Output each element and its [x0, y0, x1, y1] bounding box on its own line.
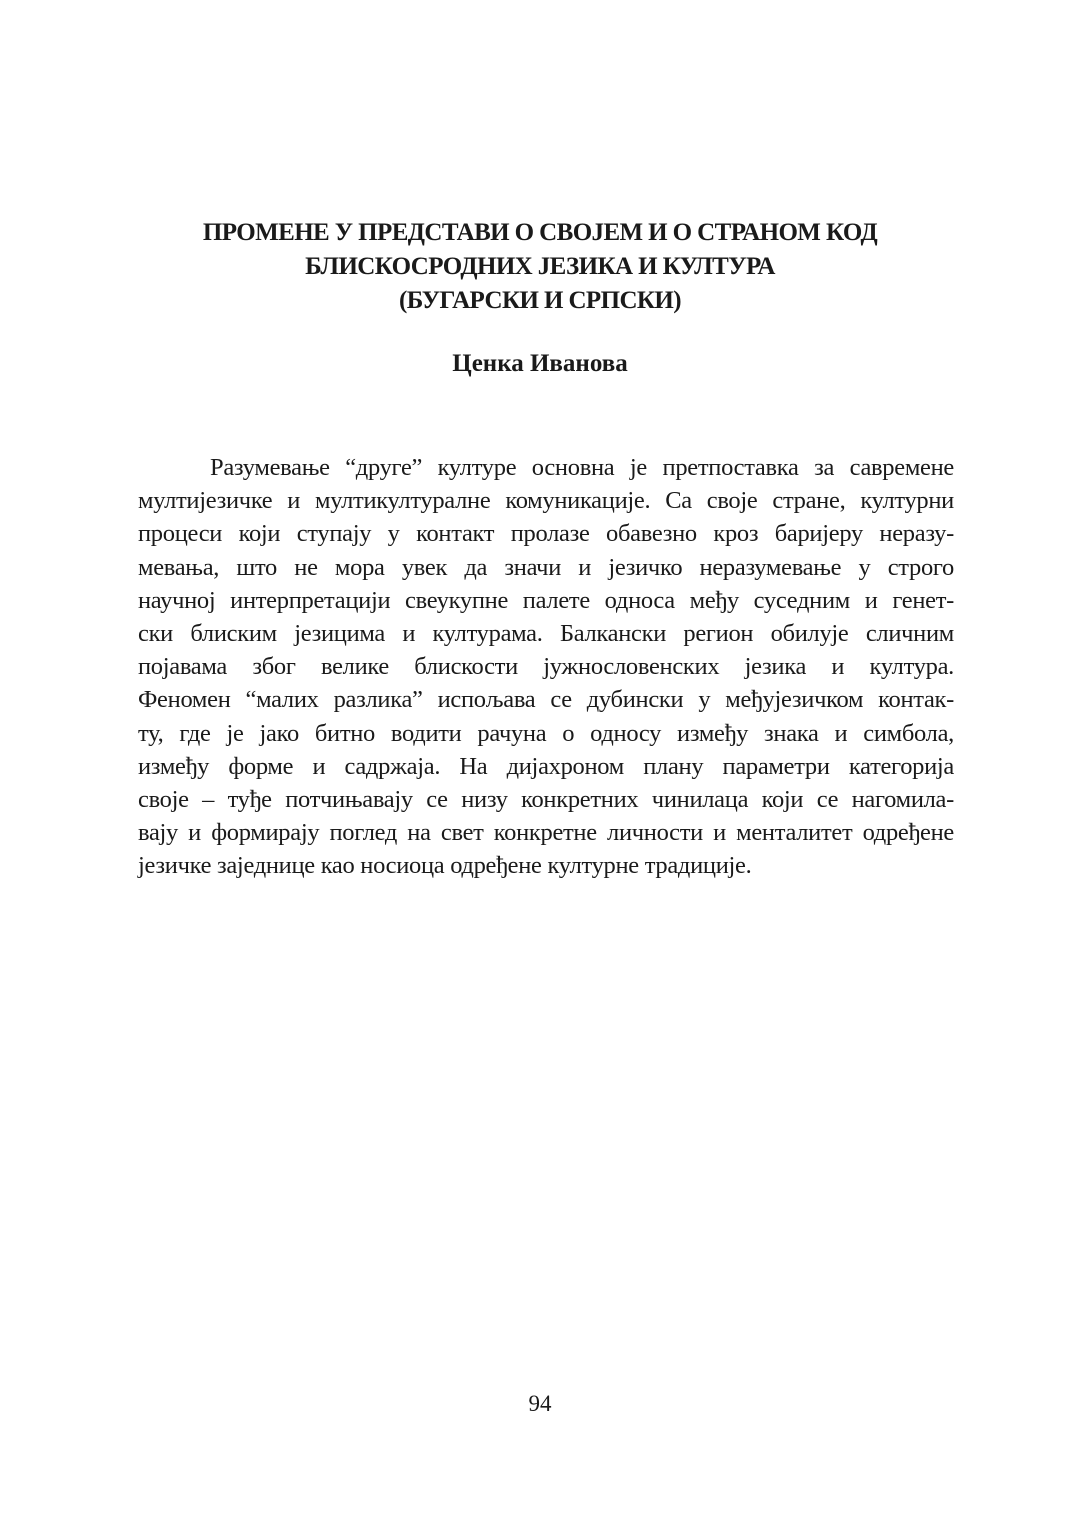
body-line: појавама због велике блискости јужнословенских језика и култура. — [138, 653, 954, 681]
title-line-3: (БУГАРСКИ И СРПСКИ) — [398, 287, 682, 314]
body-line: између форме и садржаја. На дијахроном плану параметри категорија — [138, 752, 954, 780]
article-title — [130, 216, 950, 318]
body-line: процеси који ступају у контакт пролазе обавезно кроз баријеру неразу- — [138, 520, 954, 548]
body-line: ски блиским језицима и културама. Балкански регион обилује сличним — [138, 620, 954, 648]
body-line: мултијезичке и мултикултуралне комуникације. Са своје стране, културни — [138, 487, 954, 515]
title-line-1: ПРОМЕНЕ У ПРЕДСТАВИ О СВОЈЕМ И О СТРАНОМ КОД — [202, 219, 878, 246]
body-line: мевања, што не мора увек да значи и језичко неразумевање у строго — [138, 553, 954, 581]
body-line: језичке заједнице као носиоца одређене културне традиције. — [138, 852, 752, 880]
body-line: научној интерпретацији свеукупне палете односа међу суседним и генет- — [138, 586, 954, 614]
body-line: Феномен “малих разлика” испољава се дубински у међујезичком контак- — [138, 686, 954, 714]
body-paragraph — [138, 451, 954, 883]
body-line: вају и формирају поглед на свет конкретне личности и менталитет одређене — [138, 819, 954, 847]
body-line: ту, где је јако битно водити рачуна о односу између знака и симбола, — [138, 719, 954, 747]
title-line-2: БЛИСКОСРОДНИХ ЈЕЗИКА И КУЛТУРА — [305, 253, 775, 280]
body-line: своје – туђе потчињавају се низу конкретних чинилаца који се нагомила- — [138, 786, 954, 814]
page-number: 94 — [528, 1391, 552, 1416]
author-name: Ценка Иванова — [452, 350, 628, 377]
body-line: Разумевање “друге” културе основна је претпоставка за савремене — [210, 454, 954, 481]
